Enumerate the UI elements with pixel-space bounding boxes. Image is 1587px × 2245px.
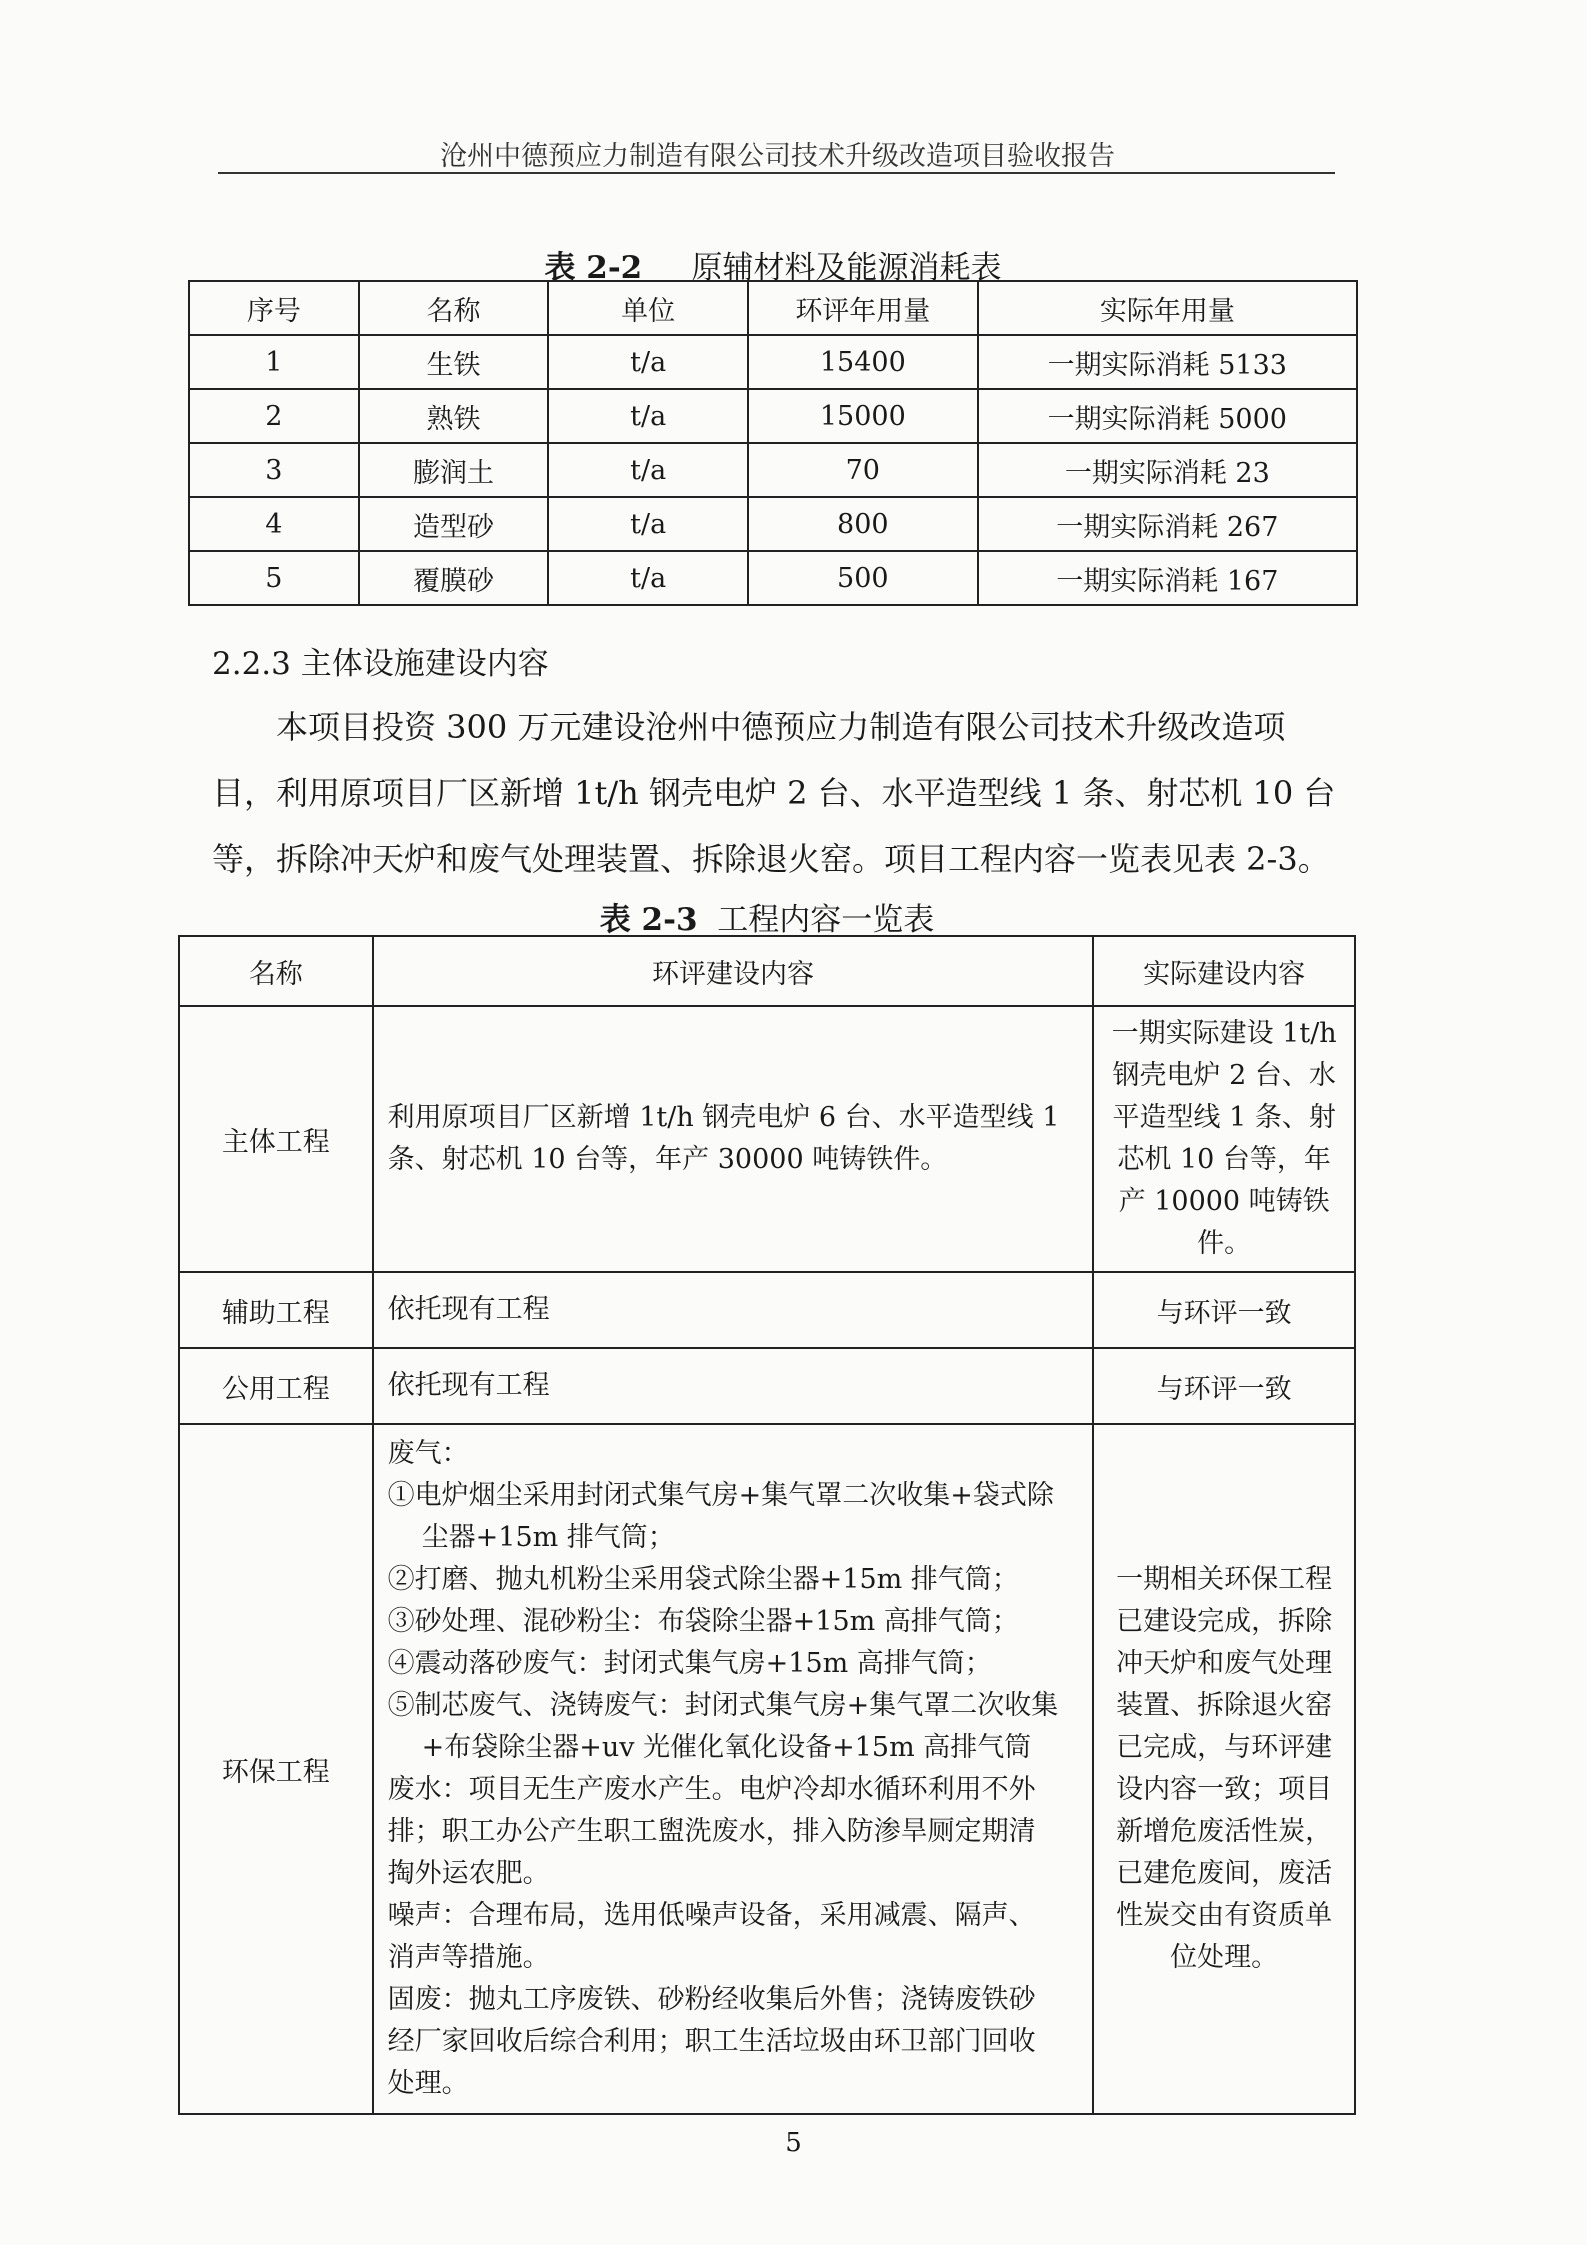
- env-line: 噪声：合理布局，选用低噪声设备，采用减震、隔声、: [387, 1900, 1036, 1931]
- cell: 4: [189, 497, 359, 551]
- cell: 15000: [748, 389, 978, 443]
- row-name: 辅助工程: [179, 1272, 373, 1348]
- cell: 膨润土: [359, 443, 549, 497]
- materials-table: [188, 280, 1358, 606]
- col-header-actual-content: 实际建设内容: [1093, 936, 1355, 1006]
- env-line: ①电炉烟尘采用封闭式集气房+集气罩二次收集+袋式除: [387, 1480, 1054, 1511]
- cell: 一期实际消耗 5000: [978, 389, 1357, 443]
- actual-content: 一期相关环保工程已建设完成，拆除冲天炉和废气处理装置、拆除退火窑已完成，与环评建设内容一致；项目新增危废活性炭，已建危废间，废活性炭交由有资质单位处理。: [1093, 1424, 1355, 2114]
- section-heading: 2.2.3 主体设施建设内容: [212, 646, 549, 682]
- cell: 一期实际消耗 23: [978, 443, 1357, 497]
- table-row: [189, 389, 1357, 443]
- table-2-3-caption-num: 表 2-3: [599, 902, 698, 938]
- actual-content: 与环评一致: [1093, 1272, 1355, 1348]
- env-line: ⑤制芯废气、浇铸废气：封闭式集气房+集气罩二次收集: [387, 1690, 1059, 1721]
- env-line: ④震动落砂废气：封闭式集气房+15m 高排气筒；: [387, 1648, 992, 1679]
- cell: 5: [189, 551, 359, 605]
- table-2-2-caption-num: 表 2-2: [544, 250, 643, 286]
- cell: 2: [189, 389, 359, 443]
- cell: 3: [189, 443, 359, 497]
- table-row-env: [179, 1424, 1355, 2114]
- row-name: 环保工程: [179, 1424, 373, 2114]
- cell: 500: [748, 551, 978, 605]
- cell: 800: [748, 497, 978, 551]
- col-header-eia-usage: 环评年用量: [748, 281, 978, 335]
- cell: 15400: [748, 335, 978, 389]
- env-line: ②打磨、抛丸机粉尘采用袋式除尘器+15m 排气筒；: [387, 1564, 1019, 1595]
- env-line: ③砂处理、混砂粉尘：布袋除尘器+15m 高排气筒；: [387, 1606, 1019, 1637]
- env-line: 消声等措施。: [387, 1942, 550, 1973]
- col-header-eia-content: 环评建设内容: [373, 936, 1094, 1006]
- table-row: [189, 551, 1357, 605]
- cell: 一期实际消耗 267: [978, 497, 1357, 551]
- row-name: 主体工程: [179, 1006, 373, 1272]
- table-header-row: [189, 281, 1357, 335]
- actual-content: 一期实际建设 1t/h 钢壳电炉 2 台、水平造型线 1 条、射芯机 10 台等，年产 10000 吨铸铁件。: [1093, 1006, 1355, 1272]
- cell: 70: [748, 443, 978, 497]
- col-header-name: 名称: [179, 936, 373, 1006]
- body-paragraph: 本项目投资 300 万元建设沧州中德预应力制造有限公司技术升级改造项目，利用原项目厂区新增 1t/h 钢壳电炉 2 台、水平造型线 1 条、射芯机 10 台等，拆除冲天炉和废气处理装置、拆除退火窑。项目工程内容一览表见表 2-3。: [212, 708, 1336, 878]
- env-line: 掏外运农肥。: [387, 1858, 550, 1889]
- cell: t/a: [548, 443, 748, 497]
- cell: 一期实际消耗 5133: [978, 335, 1357, 389]
- env-line: 处理。: [387, 2068, 469, 2099]
- table-2-3-caption: [178, 894, 1356, 939]
- env-line: 经厂家回收后综合利用；职工生活垃圾由环卫部门回收: [387, 2026, 1036, 2057]
- page-header: 沧州中德预应力制造有限公司技术升级改造项目验收报告: [440, 141, 1115, 172]
- cell: 生铁: [359, 335, 549, 389]
- col-header-unit: 单位: [548, 281, 748, 335]
- header-rule: [218, 172, 1335, 174]
- eia-content: 依托现有工程: [373, 1348, 1094, 1424]
- env-line: 排；职工办公产生职工盥洗废水，排入防渗旱厕定期清: [387, 1816, 1036, 1847]
- eia-content: 利用原项目厂区新增 1t/h 钢壳电炉 6 台、水平造型线 1 条、射芯机 10 台等，年产 30000 吨铸铁件。: [373, 1006, 1094, 1272]
- eia-content-env: [373, 1424, 1094, 2114]
- table-row-aux: [179, 1272, 1355, 1348]
- env-line: +布袋除尘器+uv 光催化氧化设备+15m 高排气筒: [421, 1732, 1032, 1763]
- table-row: [189, 443, 1357, 497]
- col-header-actual-usage: 实际年用量: [978, 281, 1357, 335]
- table-2-2-caption-title: 原辅材料及能源消耗表: [691, 250, 1002, 286]
- env-line: 废水：项目无生产废水产生。电炉冷却水循环利用不外: [387, 1774, 1036, 1805]
- env-line: 废气：: [387, 1438, 469, 1469]
- cell: 一期实际消耗 167: [978, 551, 1357, 605]
- row-name: 公用工程: [179, 1348, 373, 1424]
- table-header-row: [179, 936, 1355, 1006]
- cell: t/a: [548, 335, 748, 389]
- page-number: 5: [785, 2128, 802, 2158]
- col-header-name: 名称: [359, 281, 549, 335]
- env-line: 固废：抛丸工序废铁、砂粉经收集后外售；浇铸废铁砂: [387, 1984, 1036, 2015]
- cell: t/a: [548, 551, 748, 605]
- table-row-public: [179, 1348, 1355, 1424]
- table-row: [189, 335, 1357, 389]
- col-header-index: 序号: [189, 281, 359, 335]
- cell: 造型砂: [359, 497, 549, 551]
- table-row: [189, 497, 1357, 551]
- cell: 熟铁: [359, 389, 549, 443]
- table-row-main: [179, 1006, 1355, 1272]
- actual-content: 与环评一致: [1093, 1348, 1355, 1424]
- cell: t/a: [548, 497, 748, 551]
- cell: t/a: [548, 389, 748, 443]
- works-table: [178, 935, 1356, 2115]
- cell: 1: [189, 335, 359, 389]
- cell: 覆膜砂: [359, 551, 549, 605]
- eia-content: 依托现有工程: [373, 1272, 1094, 1348]
- table-2-3-caption-title: 工程内容一览表: [717, 902, 935, 938]
- env-line: 尘器+15m 排气筒；: [421, 1522, 675, 1553]
